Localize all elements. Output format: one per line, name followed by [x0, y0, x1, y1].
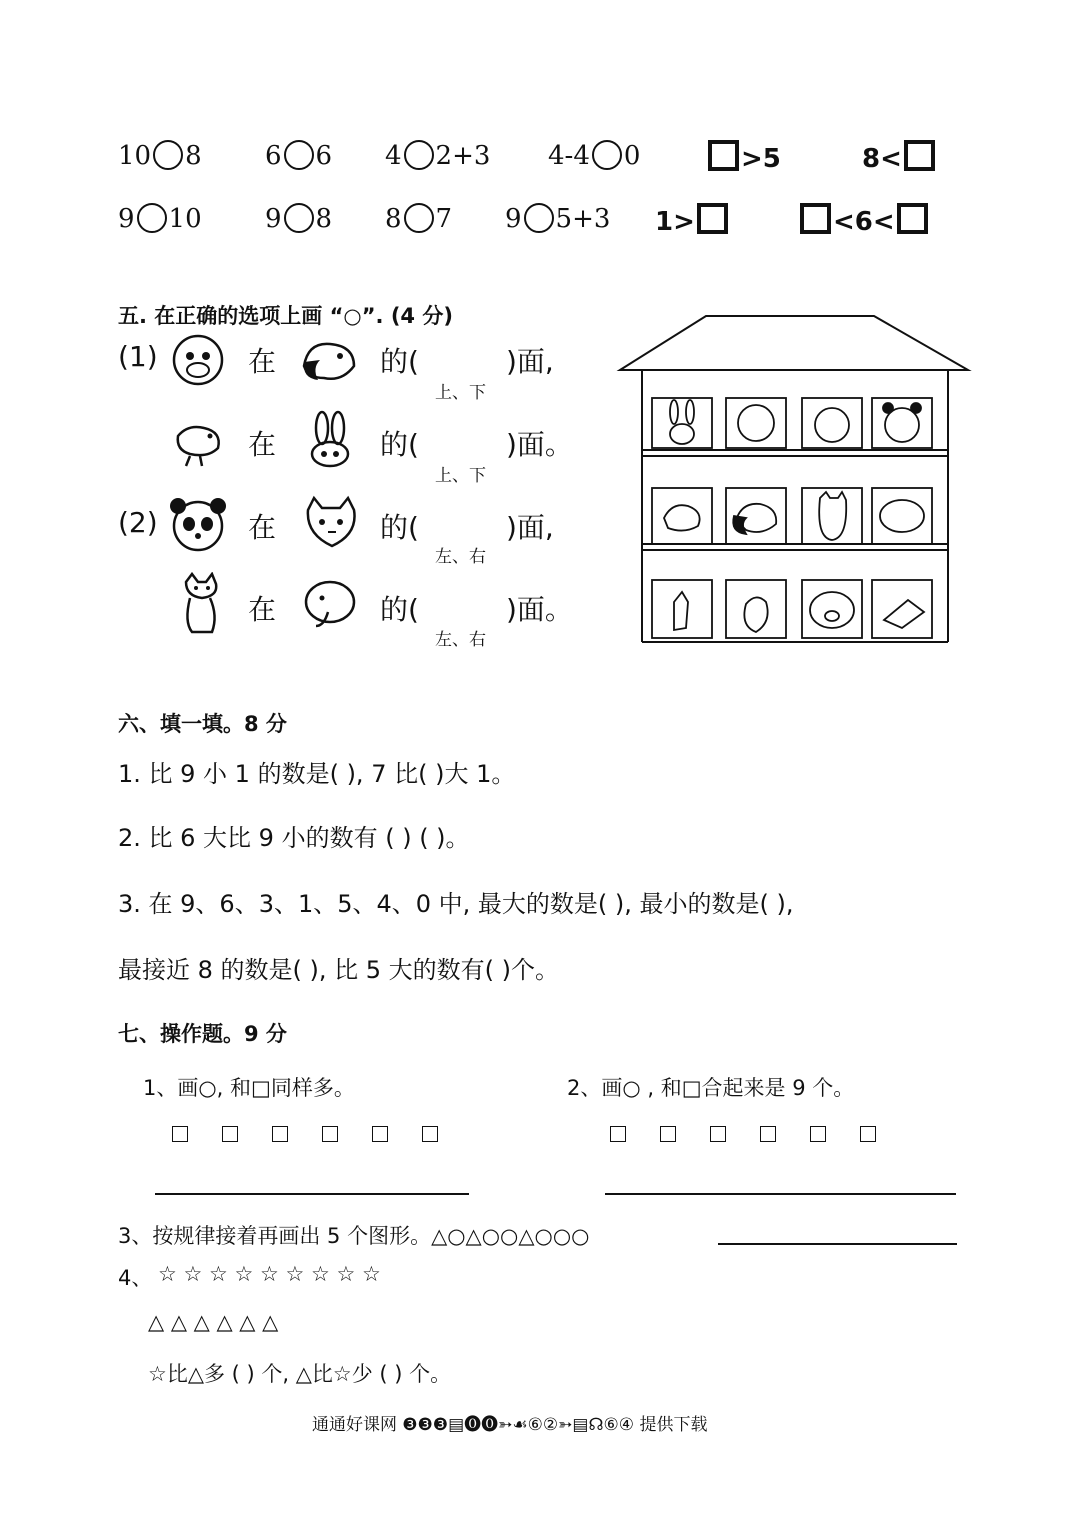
de-text: 的(	[380, 428, 419, 461]
fill-q2[interactable]: 2. 比 6 大比 9 小的数有 ( ) ( )。	[118, 824, 470, 852]
op-q4-label: 4、	[118, 1266, 153, 1290]
option-left-right[interactable]: 左、右	[435, 630, 486, 650]
blank-circle[interactable]	[404, 203, 434, 233]
answer-line-3[interactable]	[718, 1243, 957, 1245]
q2-label: (2)	[118, 506, 158, 539]
compare-item-7: 8 7	[385, 204, 453, 234]
mian-text: )面,	[506, 511, 554, 544]
square-shape	[660, 1126, 676, 1142]
fill-q3[interactable]: 3. 在 9、6、3、1、5、4、0 中, 最大的数是( ), 最小的数是( ),	[118, 890, 794, 918]
op-q4-text[interactable]: ☆比△多 ( ) 个, △比☆少 ( ) 个。	[148, 1362, 452, 1386]
de-text: 的(	[380, 345, 419, 378]
mian-text: )面。	[506, 428, 573, 461]
box-compare-4: <6<	[798, 203, 930, 237]
square-row-2	[610, 1126, 910, 1146]
blank-box[interactable]	[897, 203, 928, 234]
square-shape	[710, 1126, 726, 1142]
section5-title: 五. 在正确的选项上画 “○”. (4 分)	[118, 304, 453, 328]
compare-item-2: 6 6	[265, 141, 333, 171]
square-shape	[610, 1126, 626, 1142]
mian-text: )面,	[506, 345, 554, 378]
blank-box[interactable]	[697, 203, 728, 234]
blank-circle[interactable]	[137, 203, 167, 233]
kitten-icon	[176, 572, 224, 636]
op-q3: 3、按规律接着再画出 5 个图形。△○△○○△○○○	[118, 1224, 590, 1248]
de-text: 的(	[380, 593, 419, 626]
square-shape	[860, 1126, 876, 1142]
section7-title: 七、操作题。9 分	[118, 1022, 287, 1046]
animal-house-diagram	[612, 312, 972, 648]
section6-title: 六、填一填。8 分	[118, 712, 287, 736]
stars-row: ☆ ☆ ☆ ☆ ☆ ☆ ☆ ☆ ☆	[158, 1262, 381, 1286]
option-up-down[interactable]: 上、下	[435, 383, 486, 403]
square-shape	[810, 1126, 826, 1142]
dog-icon	[298, 332, 360, 387]
zai-text: 在	[248, 428, 277, 461]
blank-box[interactable]	[800, 203, 831, 234]
compare-item-6: 9 8	[265, 204, 333, 234]
blank-circle[interactable]	[524, 203, 554, 233]
square-shape	[172, 1126, 188, 1142]
square-shape	[272, 1126, 288, 1142]
box-compare-3: 1>	[655, 203, 730, 237]
cat-icon	[300, 494, 362, 552]
square-shape	[322, 1126, 338, 1142]
blank-circle[interactable]	[592, 140, 622, 170]
square-row-1	[172, 1126, 472, 1146]
box-compare-2: 8<	[862, 140, 937, 174]
triangles-row: △ △ △ △ △ △	[148, 1310, 279, 1334]
zai-text: 在	[248, 345, 277, 378]
zai-text: 在	[248, 511, 277, 544]
footer-text: 通通好课网 ❸❸❸▤⓿⓿➳☙⑥②➳▤☊⑥④ 提供下载	[312, 1415, 708, 1435]
option-left-right[interactable]: 左、右	[435, 547, 486, 567]
zai-text: 在	[248, 593, 277, 626]
answer-line-2[interactable]	[605, 1193, 956, 1195]
chick-icon	[168, 412, 230, 467]
panda-icon	[166, 494, 230, 554]
mian-text: )面。	[506, 593, 573, 626]
square-shape	[372, 1126, 388, 1142]
square-shape	[422, 1126, 438, 1142]
answer-line-1[interactable]	[155, 1193, 469, 1195]
blank-box[interactable]	[904, 140, 935, 171]
monkey-icon	[168, 330, 228, 390]
fill-q3-cont[interactable]: 最接近 8 的数是( ), 比 5 大的数有( )个。	[118, 956, 560, 984]
op-q2: 2、画○ , 和□合起来是 9 个。	[567, 1076, 855, 1100]
square-shape	[222, 1126, 238, 1142]
compare-item-8: 9 5+3	[505, 204, 611, 234]
compare-item-5: 9 10	[118, 204, 202, 234]
elephant-icon	[298, 576, 360, 632]
option-up-down[interactable]: 上、下	[435, 466, 486, 486]
compare-item-4: 4-4 0	[548, 141, 641, 171]
blank-circle[interactable]	[404, 140, 434, 170]
compare-item-1: 10 8	[118, 141, 202, 171]
blank-circle[interactable]	[284, 203, 314, 233]
blank-circle[interactable]	[153, 140, 183, 170]
de-text: 的(	[380, 511, 419, 544]
square-shape	[760, 1126, 776, 1142]
fill-q1[interactable]: 1. 比 9 小 1 的数是( ), 7 比( )大 1。	[118, 760, 516, 788]
blank-circle[interactable]	[284, 140, 314, 170]
rabbit-icon	[302, 410, 358, 470]
box-compare-1: >5	[706, 140, 781, 174]
op-q1: 1、画○, 和□同样多。	[143, 1076, 355, 1100]
compare-item-3: 4 2+3	[385, 141, 491, 171]
q1-label: (1)	[118, 340, 158, 373]
blank-box[interactable]	[708, 140, 739, 171]
